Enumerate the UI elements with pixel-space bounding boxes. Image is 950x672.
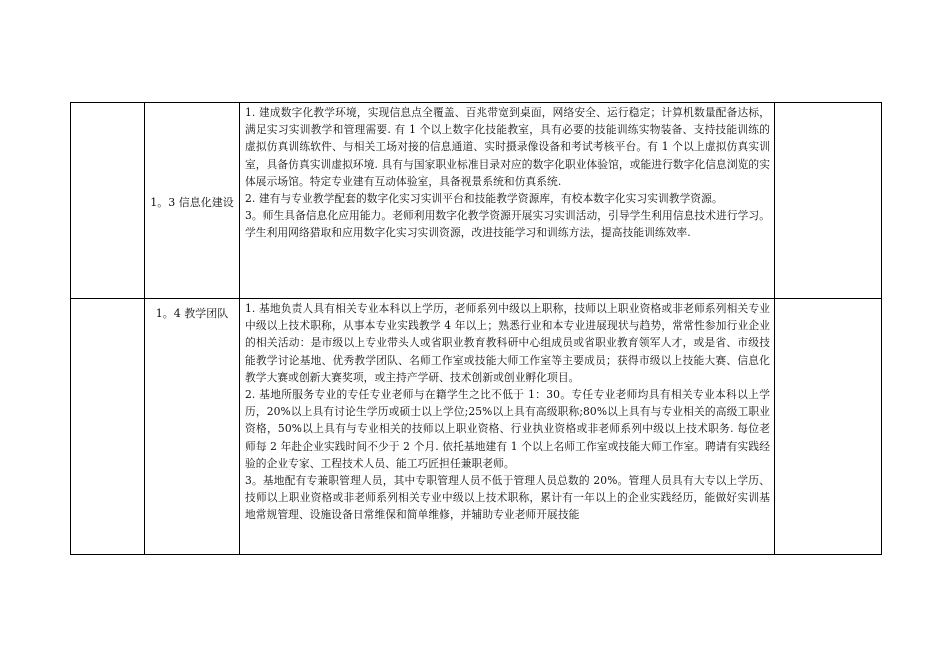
remarks-cell <box>775 103 882 299</box>
category-cell <box>71 103 145 299</box>
item-cell <box>145 103 240 299</box>
content-paragraph: 1. 基地负责人具有相关专业本科以上学历，老师系列中级以上职称，技师以上职业资格或非老师系列相关专业中级以上技术职称，从事本专业实践教学 4 年以上；熟悉行业和本专业进展现状与趋势，常常性参加行业企业的相关活动：是市级以上专业带头人或省职业教育教科研中心组成员或省职业教育领军人才，或是省、市级技能教学讨论基地、优秀教学团队、名师工作室或技能大师工作室等主要成员；获得市级以上技能大赛、信息化教学大赛或创新大赛奖项，或主持产学研、技术创新或创业孵化项目。 <box>245 302 770 384</box>
table-row <box>71 103 882 299</box>
item-label: 1。4 教学团队 <box>155 307 229 320</box>
table-row <box>71 299 882 555</box>
category-cell <box>71 299 145 555</box>
item-label: 1。3 信息化建设 <box>150 196 234 209</box>
content-paragraph: 1. 建成数字化教学环境，实现信息点全覆盖、百兆带宽到桌面，网络安全、运行稳定；计算机数量配备达标，满足实习实训教学和管理需要. 有 1 个以上数字化技能教室，具有必要的技能训练实物装备、支持技能训练的虚拟仿真训练软件、与相关工场对接的信息通道、实时摄录像设备和考试考核平台。有 1 个以上虚拟仿真实训室，具备仿真实训虚拟环境. 具有与国家职业标准目录对应的数字化职业体验馆，或能进行数字化信息浏览的实体展示场馆。特定专业建有互动体验室，具备视景系统和仿真系统. <box>245 106 770 188</box>
content-paragraph: 3。基地配有专兼职管理人员，其中专职管理人员不低于管理人员总数的 20%。管理人员具有大专以上学历、技师以上职业资格或非老师系列相关专业中级以上技术职称，累计有一年以上的企业实践经历，能做好实训基地常规管理、设施设备日常维保和简单维修，并辅助专业老师开展技能 <box>245 474 770 522</box>
content-paragraph: 2. 建有与专业教学配套的数字化实习实训平台和技能教学资源库，有校本数字化实习实训教学资源。 <box>245 192 723 206</box>
content-paragraph: 3。师生具备信息化应用能力。老师利用数字化教学资源开展实习实训活动，引导学生利用信息技术进行学习。学生利用网络猎取和应用数字化实习实训资源，改进技能学习和训练方法，提高技能训练效率. <box>245 209 770 240</box>
standards-table <box>70 102 882 555</box>
content-paragraph: 2. 基地所服务专业的专任专业老师与在籍学生之比不低于 1：30。专任专业老师均具有相关专业本科以上学历，20%以上具有讨论生学历或硕士以上学位;25%以上具有高级职称;80%以上具有与专业相关的高级工职业资格，50%以上具有与专业相关的技师以上职业资格、行业执业资格或非老师系列中级以上技术职务. 每位老师每 2 年赴企业实践时间不少于 2 个月. 依托基地建有 1 个以上名师工作室或技能大师工作室。聘请有实践经验的企业专家、工程技术人员、能工巧匠担任兼职老师。 <box>245 388 770 470</box>
remarks-cell <box>775 299 882 555</box>
content-cell <box>240 103 775 299</box>
item-cell <box>145 299 240 555</box>
content-cell <box>240 299 775 555</box>
